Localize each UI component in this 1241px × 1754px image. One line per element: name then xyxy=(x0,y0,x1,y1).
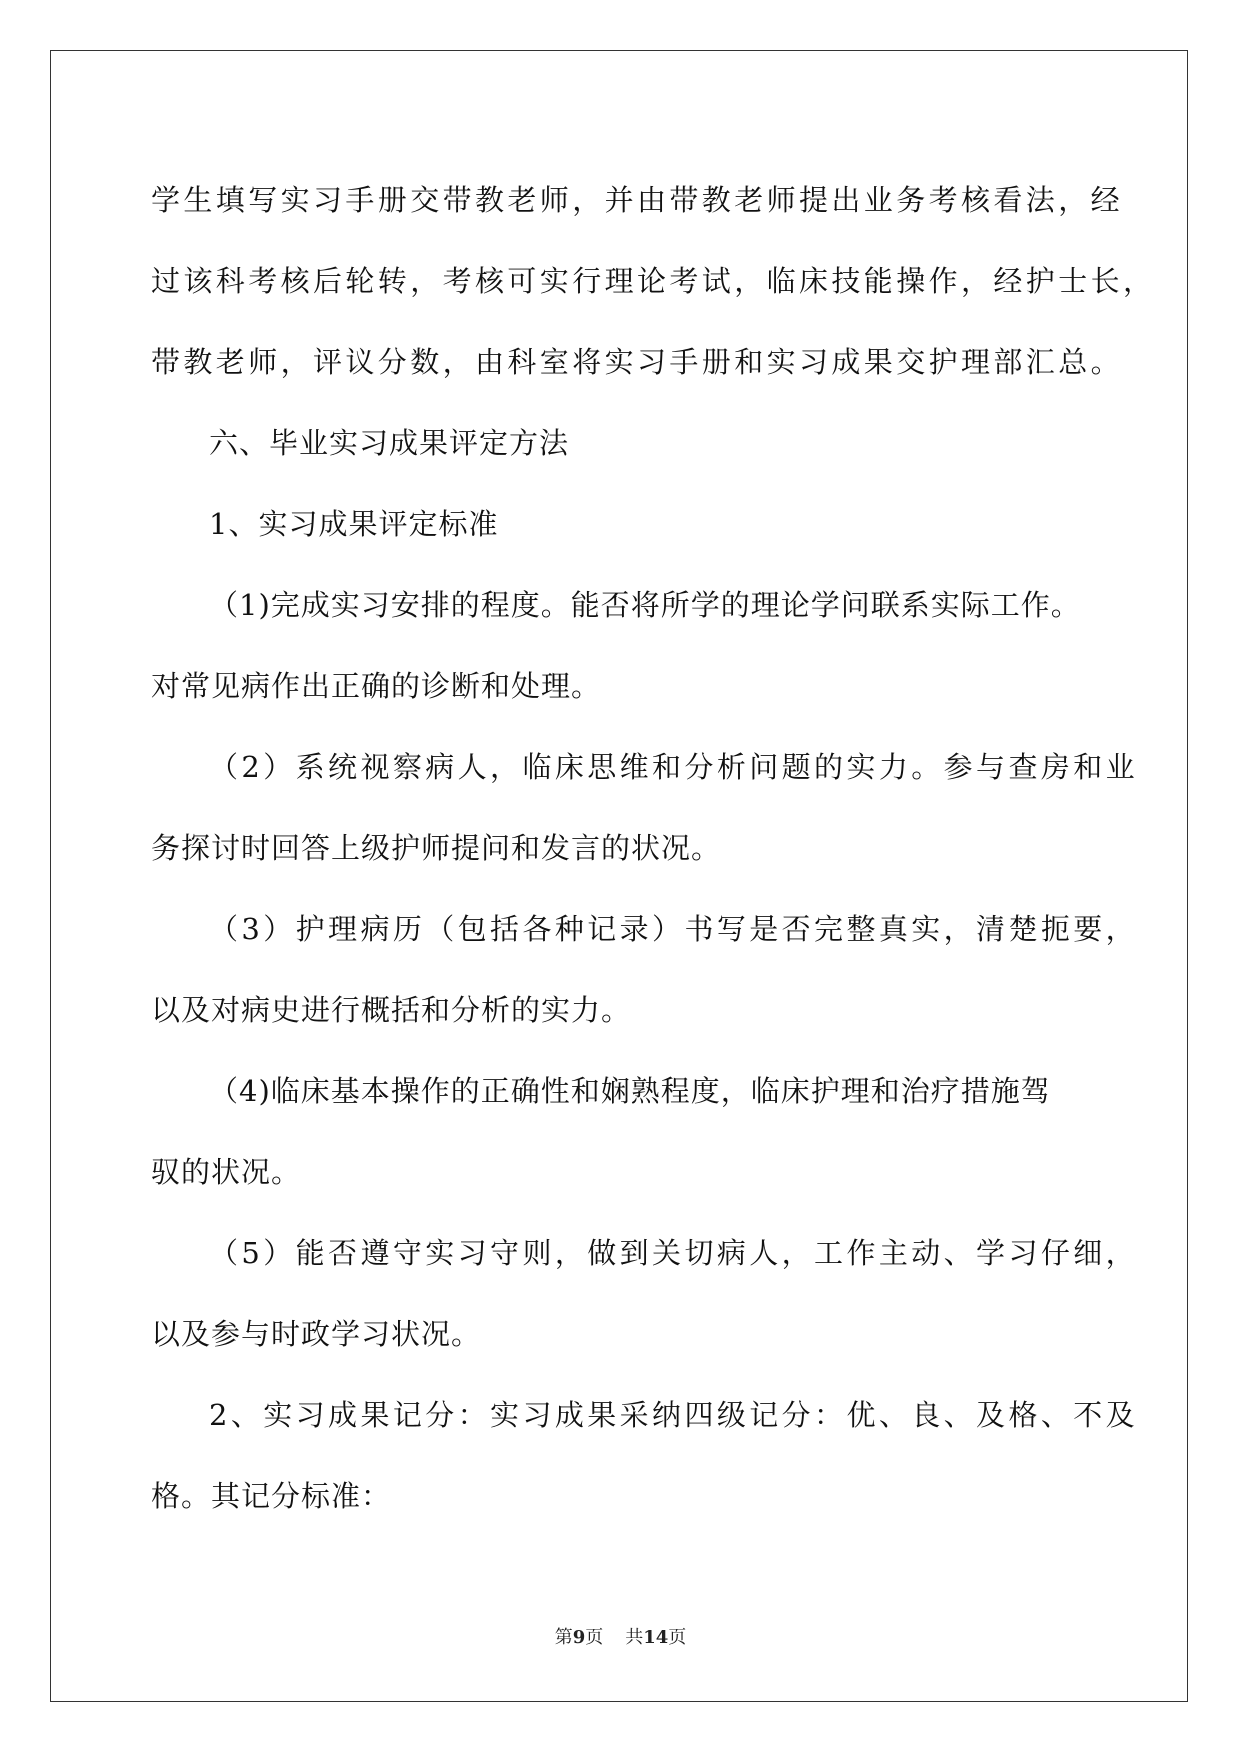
paragraph-line: 驭的状况。 xyxy=(151,1155,302,1189)
paragraph-line: （3）护理病历（包括各种记录）书写是否完整真实，清楚扼要， xyxy=(209,912,1139,946)
paragraph-line: 学生填写实习手册交带教老师，并由带教老师提出业务考核看法，经 xyxy=(151,183,1124,217)
paragraph-line: （5）能否遵守实习守则，做到关切病人，工作主动、学习仔细， xyxy=(209,1236,1139,1270)
paragraph-line: 2、实习成果记分：实习成果采纳四级记分：优、良、及格、不及 xyxy=(209,1398,1139,1432)
page-number: 9 xyxy=(572,1627,586,1648)
page-footer xyxy=(0,1623,1241,1649)
total-suffix: 页 xyxy=(668,1627,687,1648)
paragraph-line: 以及参与时政学习状况。 xyxy=(151,1317,482,1351)
paragraph-line: 过该科考核后轮转，考核可实行理论考试，临床技能操作，经护士长， xyxy=(151,264,1156,298)
paragraph-line: 务探讨时回答上级护师提问和发言的状况。 xyxy=(151,831,722,865)
paragraph-line: （2）系统视察病人，临床思维和分析问题的实力。参与查房和业 xyxy=(209,750,1139,784)
paragraph-line: 格。其记分标准： xyxy=(151,1479,392,1513)
paragraph-line: （1)完成实习安排的程度。能否将所学的理论学问联系实际工作。 xyxy=(209,588,1081,622)
paragraph-line: 对常见病作出正确的诊断和处理。 xyxy=(151,669,602,703)
paragraph-line: （4)临床基本操作的正确性和娴熟程度，临床护理和治疗措施驾 xyxy=(209,1074,1051,1108)
paragraph-line: 以及对病史进行概括和分析的实力。 xyxy=(151,993,632,1027)
document-body xyxy=(151,160,1156,1537)
total-pages: 14 xyxy=(643,1627,669,1648)
subsection-heading: 1、实习成果评定标准 xyxy=(209,507,499,541)
page-prefix: 第 xyxy=(554,1627,573,1648)
paragraph-line: 带教老师，评议分数，由科室将实习手册和实习成果交护理部汇总。 xyxy=(151,345,1124,379)
page-suffix: 页 xyxy=(585,1627,604,1648)
total-prefix: 共 xyxy=(625,1627,644,1648)
section-heading: 六、毕业实习成果评定方法 xyxy=(209,426,570,460)
